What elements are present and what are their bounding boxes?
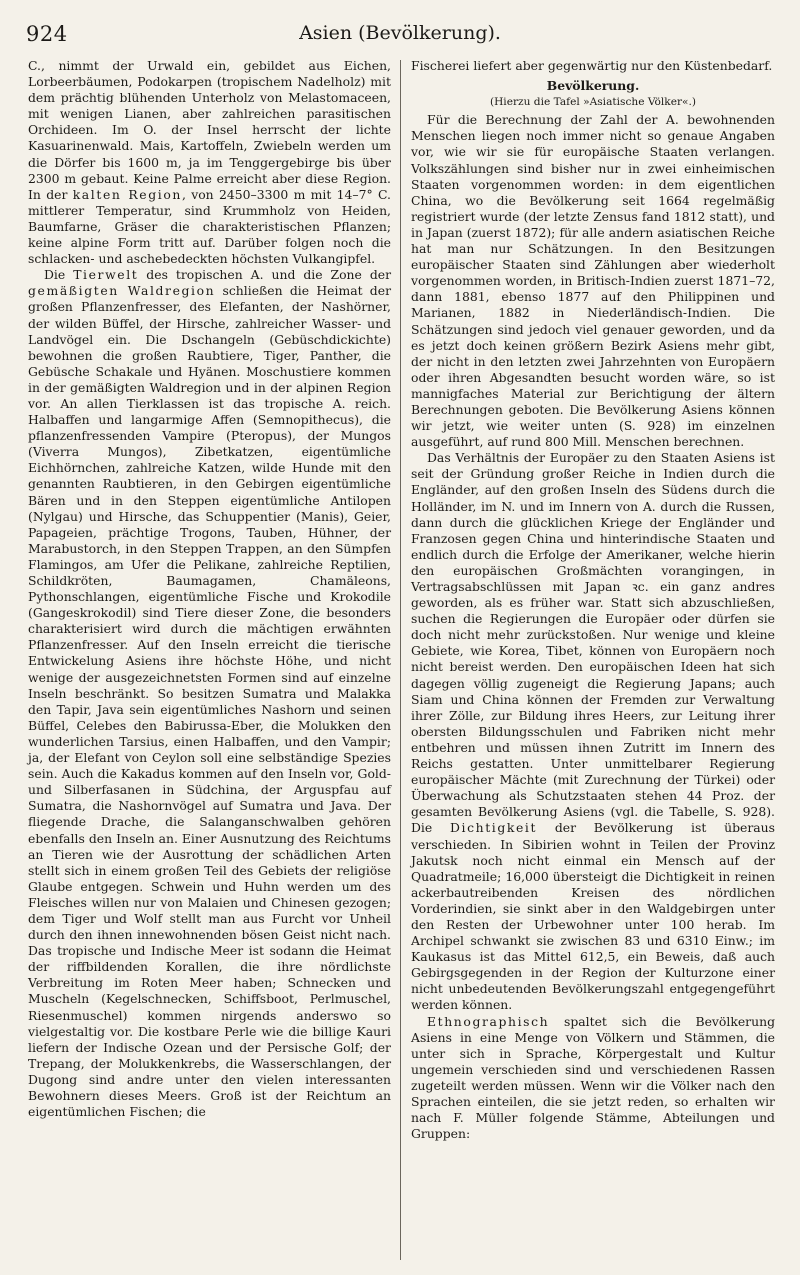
section-note: (Hierzu die Tafel »Asiatische Völker«.) bbox=[489, 96, 697, 109]
column-divider bbox=[400, 60, 401, 1260]
paragraph: Für die Berechnung der Zahl der A. bewohnenden Menschen liegen noch immer nicht so genaue Angaben vor, wie wir sie für europäische Staaten verlangen. Volkszählungen sind bisher nur in zwei einheimischen Staaten vorgenommen worden: in dem eigentlichen China, wo die Bevölkerung seit 1664 regelmäßig registriert wurde (der letzte Zensus fand 1812 statt), und in Japan (zuerst 1872); für alle andern asiatischen Reiche hat man nur Schätzungen. In den Besitzungen europäischer Staaten sind Zählungen aber wiederholt vorgenommen worden, in Britisch-Indien zuerst 1871–72, dann 1881, ebenso 1877 auf den Philippinen und Marianen, 1882 in Niederländisch-Indien. Die Schätzungen sind jedoch viel genauer geworden, und da es jetzt doch keinen größern Bezirk Asiens mehr gibt, der nicht in den letzten zwei Jahrzehnten von Europäern oder ihren Abgesandten besucht worden wäre, so ist mannigfaches Material zur Berichtigung der ältern Berechnungen geboten. Die Bevölkerung Asiens können wir jetzt, wie weiter unten (S. 928) im einzelnen ausgeführt, auf rund 800 Mill. Menschen berechnen. bbox=[411, 112, 775, 450]
text-run: der Bevölkerung ist überaus verschieden. In Sibirien wohnt in Teilen der Provinz Jakutsk noch nicht einmal ein Mensch auf der Quadratmeile; 16,000 übersteigt die Dichtigkeit in reinen ackerbautreibenden Kreisen des nördlichen Vorderindien, sie sinkt aber in den Waldgebirgen unter den Resten der Urbewohner unter 100 herab. Im Archipel schwankt sie zwischen 83 und 6310 Einw.; im Kaukasus ist das Mittel 612,5, ein Beweis, daß auch Gebirgsgegenden in der Region der Kulturzone einer nicht unbedeutenden Bevölkerungszahl entgegengeführt werden können. bbox=[411, 820, 776, 1013]
paragraph bbox=[28, 267, 391, 1120]
right-column bbox=[411, 58, 775, 1142]
left-column bbox=[28, 58, 391, 1120]
emphasis-term: Ethnographisch bbox=[427, 1013, 550, 1029]
text-run: Die bbox=[44, 267, 74, 283]
emphasis-term: kalten Region bbox=[72, 186, 182, 202]
running-title: Asien (Bevölkerung). bbox=[299, 22, 501, 44]
paragraph: Fischerei liefert aber gegenwärtig nur den Küstenbedarf. bbox=[411, 58, 773, 73]
text-run: spaltet sich die Bevölkerung Asiens in eine Menge von Völkern und Stämmen, die unter sich in Sprache, Körpergestalt und Kultur ungemein verschieden sind und verschiedenen Rassen zugeteilt werden müssen. Wenn wir die Völker nach den Sprachen einteilen, die sie jetzt reden, so erhalten wir nach F. Müller folgende Stämme, Abteilungen und Gruppen: bbox=[411, 1013, 775, 1142]
page-number: 924 bbox=[26, 22, 68, 46]
page-header bbox=[26, 22, 774, 52]
paragraph bbox=[28, 58, 391, 267]
text-run: , von 2450–3300 m mit 14–7° C. mittlerer Temperatur, sind Krummholz von Heiden, Baumfarne, Gräser die charakteristischen Pflanzen; keine alpine Form tritt auf. Darüber folgen noch die schlacken- und aschebedeckten höchsten Vulkangipfel. bbox=[28, 186, 391, 267]
emphasis-term: Tierwelt bbox=[73, 267, 139, 283]
text-run: C., nimmt der Urwald ein, gebildet aus Eichen, Lorbeerbäumen, Podokarpen (tropischem Nadelholz) mit dem prächtig blühenden Unterholz von Melastomaceen, mit wenigen Lianen, aber zahlreichen parasitischen Orchideen. Im O. der Insel herrscht der lichte Kasuarinenwald. Mais, Kartoffeln, Zwiebeln werden um die Dörfer bis 1600 m, ja im Tenggergebirge bis über 2300 m gebaut. Keine Palme erreicht aber diese Region. In der bbox=[28, 58, 391, 202]
text-run: schließen die Heimat der großen Pflanzenfresser, des Elefanten, der Nashörner, der wilden Büffel, der Hirsche, zahlreicher Wasser- und Landvögel ein. Die Dschangeln (Gebüschdickichte) bewohnen die großen Raubtiere, Tiger, Panther, die Gebüsche Schakale und Hyänen. Moschustiere kommen in der gemäßigten Waldregion und in der alpinen Region vor. An allen Tierklassen ist das tropische A. reich. Halbaffen und langarmige Affen (Semnopithecus), die pflanzenfressenden Vampire (Pteropus), der Mungos (Viverra Mungos), Zibetkatzen, eigentümliche Eichhörnchen, zahlreiche Katzen, wilde Hunde mit den genannten Raubtieren, in den Gebirgen eigentümliche Bären und in den Steppen eigentümliche Antilopen (Nylgau) und Hirsche, das Schuppentier (Manis), Geier, Papageien, prächtige Trogons, Tauben, Hühner, der Marabustorch, in den Steppen Trappen, an den Sümpfen Flamingos, am Ufer die Pelikane, zahlreiche Reptilien, Schildkröten, Baumagamen, Chamäleons, Pythonschlangen, eigentümliche Fische und Krokodile (Gangeskrokodil) sind Tiere dieser Zone, die besonders charakterisiert wird durch die mächtigen erwähnten Pflanzenfresser. Auf den Inseln erreicht die tierische Entwickelung Asiens ihre höchste Höhe, und nicht wenige der ausgezeichnetsten Formen sind auf einzelne Inseln beschränkt. So besitzen Sumatra und Malakka den Tapir, Java sein eigentümliches Nashorn und seinen Büffel, Celebes den Babirussa-Eber, die Molukken den wunderlichen Tarsius, einen Halbaffen, und den Vampir; ja, der Elefant von Ceylon soll eine selbständige Spezies sein. Auch die Kakadus kommen auf den Inseln vor, Gold- und Silberfasanen in Südchina, der Arguspfau auf Sumatra, die Nashornvögel auf Sumatra und Java. Der fliegende Drache, die Salanganschwalben gehören ebenfalls den Inseln an. Einer Ausnutzung des Reichtums an Tieren wie der Ausrottung der schädlichen Arten stellt sich in einem großen Teil des Gebiets der religiöse Glaube entgegen. Schwein und Huhn werden um des Fleisches willen nur von Malaien und Chinesen gezogen; dem Tiger und Wolf stellt man aus Furcht vor Unheil durch den ihnen innewohnenden bösen Geist nicht nach. Das tropische und Indische Meer ist sodann die Heimat der riffbildenden Korallen, die ihre nördlichste Verbreitung im Roten Meer haben; Schnecken und Muscheln (Kegelschnecken, Schiffsboot, Perlmuschel, Riesenmuschel) kommen nirgends anderswo so vielgestaltig vor. Die kostbare Perle wie die billige Kauri liefern der Indische Ozean und der Persische Golf; der Trepang, der Molukkenkrebs, die Wasserschlangen, der Dugong sind andre unter den vielen interessanten Bewohnern dieses Meers. Groß ist der Reichtum an eigentümlichen Fischen; die bbox=[28, 283, 391, 1120]
paragraph bbox=[411, 450, 775, 1013]
paragraph bbox=[411, 1014, 775, 1143]
text-run: des tropischen A. und die Zone der bbox=[138, 267, 392, 283]
section-heading: Bevölkerung. bbox=[546, 78, 640, 94]
emphasis-term: gemäßigten Waldregion bbox=[28, 283, 216, 299]
emphasis-term: Dichtigkeit bbox=[450, 820, 538, 836]
text-run: Das Verhältnis der Europäer zu den Staaten Asiens ist seit der Gründung großer Reiche in Indien durch die Engländer, auf den großen Inseln des Südens durch die Holländer, im N. und im Innern von A. durch die Russen, dann durch die glücklichen Kriege der Engländer und Franzosen gegen China und hinterindische Staaten und endlich durch die Erfolge der Amerikaner, welche hierin den europäischen Großmächten vorangingen, in Vertragsabschlüssen mit Japan ꝛc. ein ganz andres geworden, als es früher war. Statt sich abzuschließen, suchen die Regierungen die Europäer oder dürfen sie doch nicht mehr zurückstoßen. Nur wenige und kleine Gebiete, wie Korea, Tibet, können von Europäern noch nicht bereist werden. Den europäischen Ideen hat sich dagegen völlig zugeneigt die Regierung Japans; auch Siam und China können der Fremden zur Verwaltung ihrer Zölle, zur Bildung ihres Heers, zur Leitung ihrer obersten Bildungsschulen und Fabriken nicht mehr entbehren und müssen ihnen Zutritt im Innern des Reichs gestatten. Unter unmittelbarer Regierung europäischer Mächte (mit Zurechnung der Türkei) oder Überwachung als Schutzstaaten stehen 44 Proz. der gesamten Bevölkerung Asiens (vgl. die Tabelle, S. 928). Die bbox=[411, 450, 775, 836]
